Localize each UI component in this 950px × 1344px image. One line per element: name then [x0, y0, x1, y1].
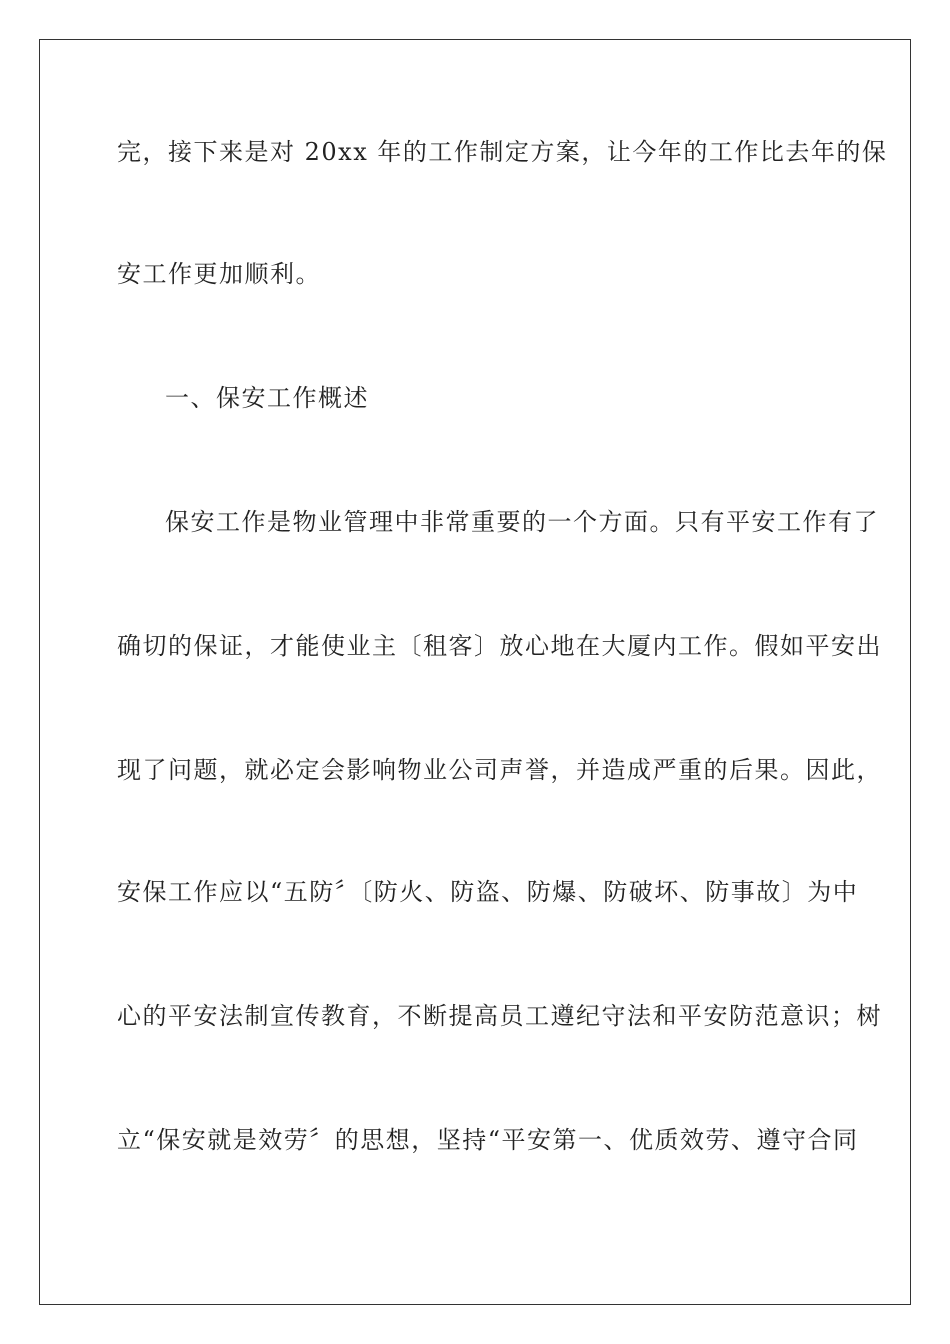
paragraph-line-3: 保安工作是物业管理中非常重要的一个方面。只有平安工作有了: [165, 508, 879, 536]
section-heading: 一、保安工作概述: [165, 384, 369, 412]
paragraph-line-4: 确切的保证，才能使业主〔租客〕放心地在大厦内工作。假如平安出: [117, 632, 882, 660]
paragraph-line-8: 立“保安就是效劳〞的思想，坚持“平安第一、优质效劳、遵守合同: [117, 1126, 859, 1154]
paragraph-line-5: 现了问题，就必定会影响物业公司声誉，并造成严重的后果。因此，: [117, 756, 882, 784]
paragraph-line-2: 安工作更加顺利。: [117, 260, 321, 288]
paragraph-line-1: 完，接下来是对 20xx 年的工作制定方案，让今年的工作比去年的保: [117, 138, 888, 166]
paragraph-line-6: 安保工作应以“五防〞〔防火、防盗、防爆、防破坏、防事故〕为中: [117, 878, 859, 906]
paragraph-line-7: 心的平安法制宣传教育，不断提高员工遵纪守法和平安防范意识；树: [117, 1002, 882, 1030]
page-border: [39, 39, 911, 1305]
